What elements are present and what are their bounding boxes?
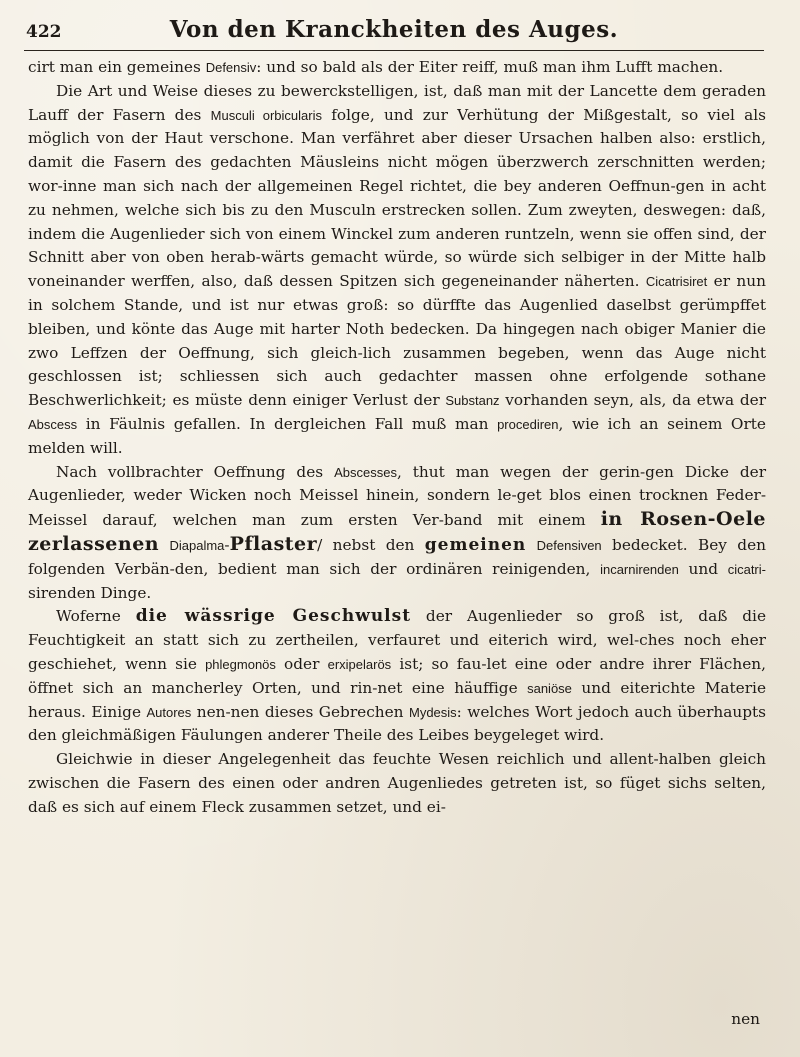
paragraph-p5: [28, 748, 766, 819]
emphasized-text: Substanz: [445, 393, 500, 409]
text-run: Gleichwie in dieser Angelegenheit das feuchte Wesen reichlich und allent-halben gleich zwischen die Fasern des einen oder andren Augenliedes getreten ist, so füget sichs selten, daß es sich auf einem Fleck zusammen setzet, und ei-: [28, 750, 766, 816]
emphasized-text: cicatri-: [727, 561, 766, 577]
text-run: : und so bald als der Eiter reiff, muß man ihm Lufft machen.: [256, 58, 724, 76]
text-run: Die Art und Weise dieses zu bewerckstelligen, ist, daß man mit der Lancette dem geraden Lauff der Fasern des: [28, 81, 766, 124]
paragraph-p4: [28, 605, 766, 748]
text-run: Woferne: [56, 607, 136, 626]
text-run: folge, und zur Verhütung der Mißgestalt, so viel als möglich von der Haut verschone. Man verfähret aber dieser Ursachen halben also: erstlich, damit die Fasern des gedachten Mäusleins nicht mögen überzwerch zerschnitten werden; wor-inne man sich nach der allgemeinen Regel richtet, die bey anderen Oeffnun-gen in acht zu nehmen, welche sich bis zu den Musculn erstrecken sollen. Zum zweyten, deswegen: daß, indem die Augenlieder sich von einem Winckel zum anderen runtzeln, wenn sie offen sind, der Schnitt aber von oben herab-wärts gemacht würde, so würde sich selbiger in der Mitte halb voneinander werffen, also, daß dessen Spitzen sich gegeneinander näherten.: [28, 105, 767, 291]
text-run: in Fäulnis gefallen. In dergleichen Fall muß man: [77, 414, 498, 433]
page-number: 422: [26, 22, 62, 42]
body-text: [28, 56, 766, 820]
emphasized-text: gemeinen: [424, 534, 527, 555]
text-run: und: [678, 559, 728, 578]
emphasized-text: Abscess: [28, 416, 78, 432]
text-run: und eiterichte Materie heraus. Einige: [28, 678, 766, 721]
text-run: cirt man ein gemeines: [28, 58, 206, 76]
paragraph-p2: [28, 80, 766, 461]
text-run: bedecket. Bey den folgenden Verbän-den, bedient man sich der ordinären reinigenden,: [28, 535, 766, 578]
emphasized-text: Abscesses: [334, 464, 397, 480]
paragraph-p1: [28, 56, 766, 80]
text-run: : welches Wort jedoch auch überhaupts den gleichmäßigen Fäulungen anderer Theile des Leibes beygeleget wird.: [28, 702, 766, 745]
emphasized-text: phlegmonös: [205, 656, 276, 672]
emphasized-text: saniöse: [527, 680, 572, 696]
text-run: Nach vollbrachter Oeffnung des: [56, 462, 335, 481]
emphasized-text: die wässrige Geschwulst: [135, 606, 412, 627]
emphasized-text: Diapalma: [169, 537, 225, 553]
emphasized-text: Defensiv: [205, 60, 257, 75]
text-run: ist; so fau-let eine oder andre ihrer Flächen, öffnet sich an mancherley Orten, und rin-net eine häuffige: [28, 654, 766, 697]
running-head: Von den Kranckheiten des Auges.: [169, 16, 619, 43]
text-run: / nebst den: [317, 535, 425, 554]
text-run: [159, 536, 169, 554]
emphasized-text: Defensiven: [536, 537, 602, 553]
text-run: , thut man wegen der gerin-gen Dicke der Augenlieder, weder Wicken noch Meissel hinein, sondern le-get blos einen trocknen Feder-Meissel darauf, welchen man zum ersten Ver-band mit einem: [28, 462, 767, 530]
emphasized-text: Cicatrisiret: [645, 274, 708, 290]
emphasized-text: Musculi orbicularis: [210, 107, 322, 123]
emphasized-text: erxipelarös: [327, 656, 392, 672]
text-run: sirenden Dinge.: [28, 583, 152, 602]
paragraph-p3: [28, 461, 766, 606]
emphasized-text: in Rosen-Oele zerlassenen: [28, 508, 767, 555]
text-run: er nun in solchem Stande, und ist nur etwas groß: so dürffte das Augenlied daselbst gerümpffet bleiben, und könte das Auge mit harter Noth bedecken. Da hingegen nach obiger Manier die zwo Leffzen der Oeffnung, sich gleich-lich zusammen begeben, wenn das Auge nicht geschlossen ist; schliessen sich auch gedachter massen ohne erfolgende sothane Beschwerlichkeit; es müste denn einiger Verlust der: [28, 272, 766, 410]
text-run: vorhanden seyn, als, da etwa der: [499, 391, 766, 410]
text-run: , wie ich an seinem Orte melden will.: [28, 414, 766, 457]
emphasized-text: Autores: [146, 704, 192, 720]
emphasized-text: Mydesis: [408, 704, 457, 720]
page-header: [24, 10, 764, 51]
text-run: [526, 536, 536, 554]
text-run: nen-nen dieses Gebrechen: [191, 702, 409, 721]
text-run: der Augenlieder so groß ist, daß die Feuchtigkeit an statt sich zu zertheilen, verfauret und eiterich wird, wel-ches noch eher geschiehet, wenn sie: [28, 607, 767, 673]
text-run: oder: [275, 654, 328, 673]
emphasized-text: procediren: [497, 416, 559, 432]
emphasized-text: Pflaster: [229, 532, 318, 555]
emphasized-text: incarnirenden: [600, 561, 679, 577]
catchword: nen: [731, 1010, 760, 1028]
text-run: -: [224, 535, 230, 554]
